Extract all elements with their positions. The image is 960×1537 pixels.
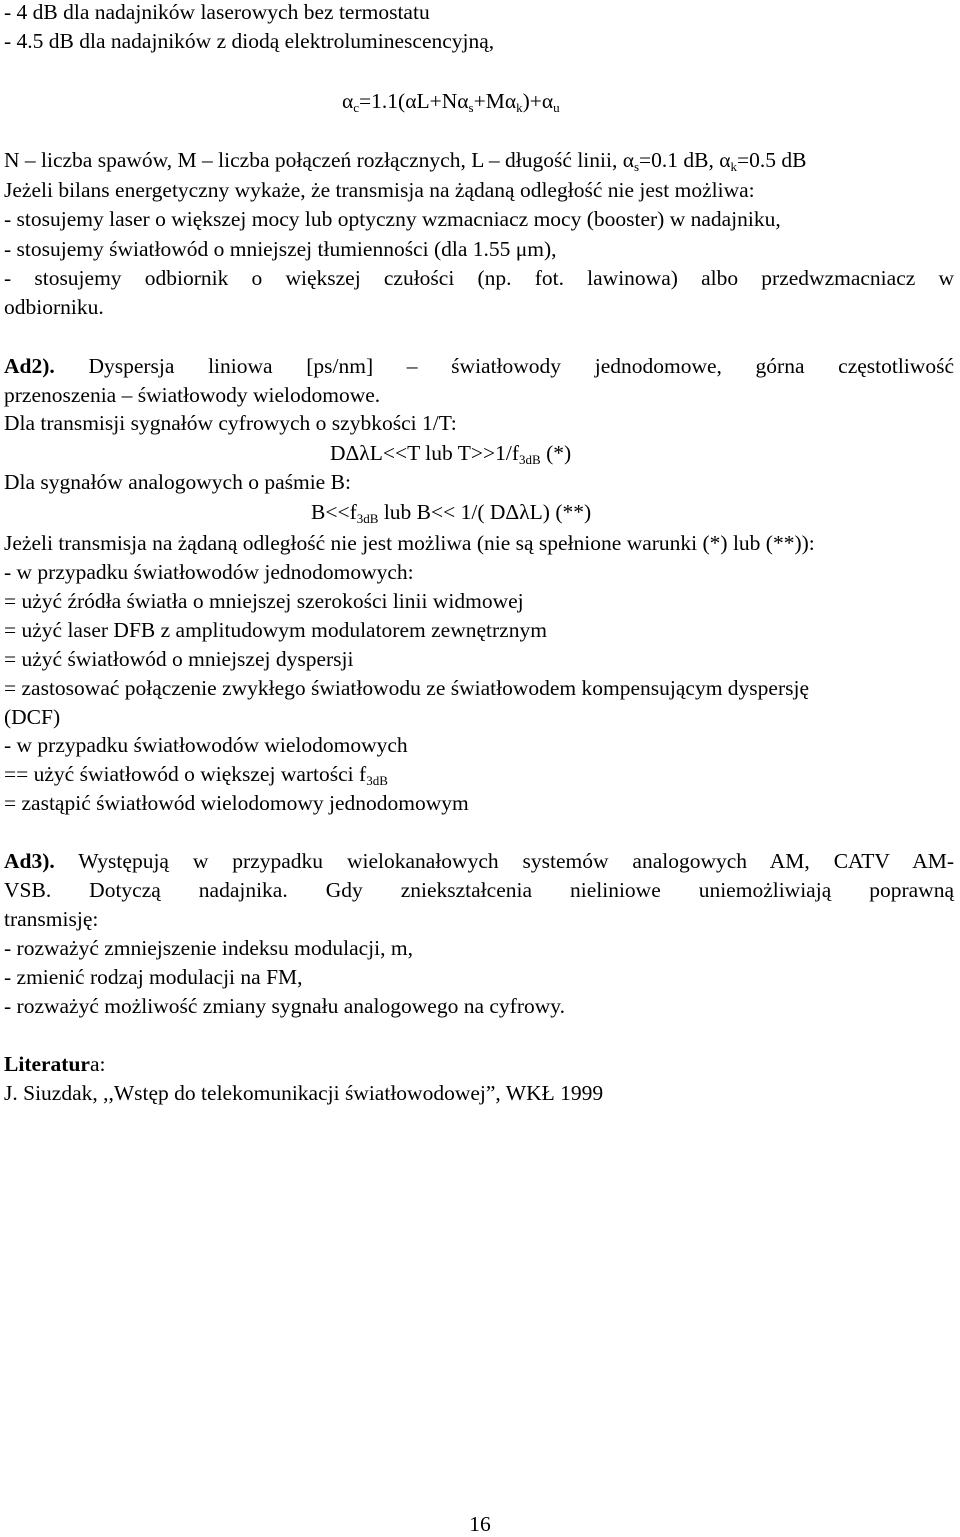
section-label: Ad3).	[4, 849, 55, 873]
text-line: = użyć źródła światła o mniejszej szerokości linii widmowej	[4, 589, 524, 613]
text-line: - zmienić rodzaj modulacji na FM,	[4, 965, 303, 989]
text-line: - w przypadku światłowodów wielodomowych	[4, 733, 408, 757]
text-line: Dla sygnałów analogowych o paśmie B:	[4, 470, 351, 494]
text-line: przenoszenia – światłowody wielodomowe.	[4, 383, 381, 407]
text-line: - stosujemy laser o większej mocy lub optyczny wzmacniacz mocy (booster) w nadajniku,	[4, 207, 781, 231]
text-line: Jeżeli bilans energetyczny wykaże, że transmisja na żądaną odległość nie jest możliwa:	[4, 178, 755, 202]
formula-alpha-c: $\alpha_c=1.1(\alpha L+N\alpha_s+M\alpha_k)+\alpha_u$	[342, 89, 560, 115]
section-ad2-line: Ad2). Dyspersja liniowa [ps/nm] – światłowody jednodomowe, górna częstotliwość	[4, 354, 954, 378]
formula-digital: DΔλL<<T lub $T>>1/f_{3dB}$ (*)	[330, 441, 572, 467]
formula-analog: $B<<f_{3dB}$ lub B<< 1/( DΔλL) (**)	[311, 500, 592, 526]
text-line: VSB. Dotyczą nadajnika. Gdy zniekształcenia nieliniowe uniemożliwiają poprawną	[4, 878, 954, 902]
text-line: - rozważyć zmniejszenie indeksu modulacji, m,	[4, 936, 413, 960]
text-line: - stosujemy odbiornik o większej czułości (np. fot. lawinowa) albo przedwzmacniacz w	[4, 266, 954, 290]
section-ad3-line: Ad3). Występują w przypadku wielokanałowych systemów analogowych AM, CATV AM-	[4, 849, 954, 873]
text-line: - stosujemy światłowód o mniejszej tłumienności (dla 1.55 μm),	[4, 237, 557, 261]
text-line: - 4.5 dB dla nadajników z diodą elektroluminescencyjną,	[4, 29, 495, 53]
text-line: Dla transmisji sygnałów cyfrowych o szybkości 1/T:	[4, 411, 457, 435]
text-line: - rozważyć możliwość zmiany sygnału analogowego na cyfrowy.	[4, 994, 565, 1018]
text-line: odbiorniku.	[4, 295, 104, 319]
text-line: = użyć światłowód o mniejszej dyspersji	[4, 647, 354, 671]
text-line: = zastąpić światłowód wielodomowy jednodomowym	[4, 791, 469, 815]
text-line: - w przypadku światłowodów jednodomowych:	[4, 560, 414, 584]
text-line: = użyć laser DFB z amplitudowym modulatorem zewnętrznym	[4, 618, 547, 642]
text-line: == użyć światłowód o większej wartości $f_{3dB}$	[4, 762, 388, 788]
reference: J. Siuzdak, ,,Wstęp do telekomunikacji światłowodowej”, WKŁ 1999	[4, 1081, 604, 1105]
text-line: transmisję:	[4, 907, 99, 931]
text-line: - 4 dB dla nadajników laserowych bez termostatu	[4, 0, 430, 24]
text-line: = zastosować połączenie zwykłego światłowodu ze światłowodem kompensującym dyspersję	[4, 676, 810, 700]
text-line: N – liczba spawów, M – liczba połączeń rozłącznych, L – długość linii, $\alpha_s=0.1$ dB, $\alpha_k=0.5$ dB	[4, 148, 807, 174]
literature-heading: Literatura:	[4, 1052, 106, 1076]
section-label: Ad2).	[4, 354, 55, 378]
text-line: Jeżeli transmisja na żądaną odległość nie jest możliwa (nie są spełnione warunki (*) lub (**)):	[4, 531, 815, 555]
page-number: 16	[469, 1512, 491, 1536]
text-line: (DCF)	[4, 705, 61, 729]
